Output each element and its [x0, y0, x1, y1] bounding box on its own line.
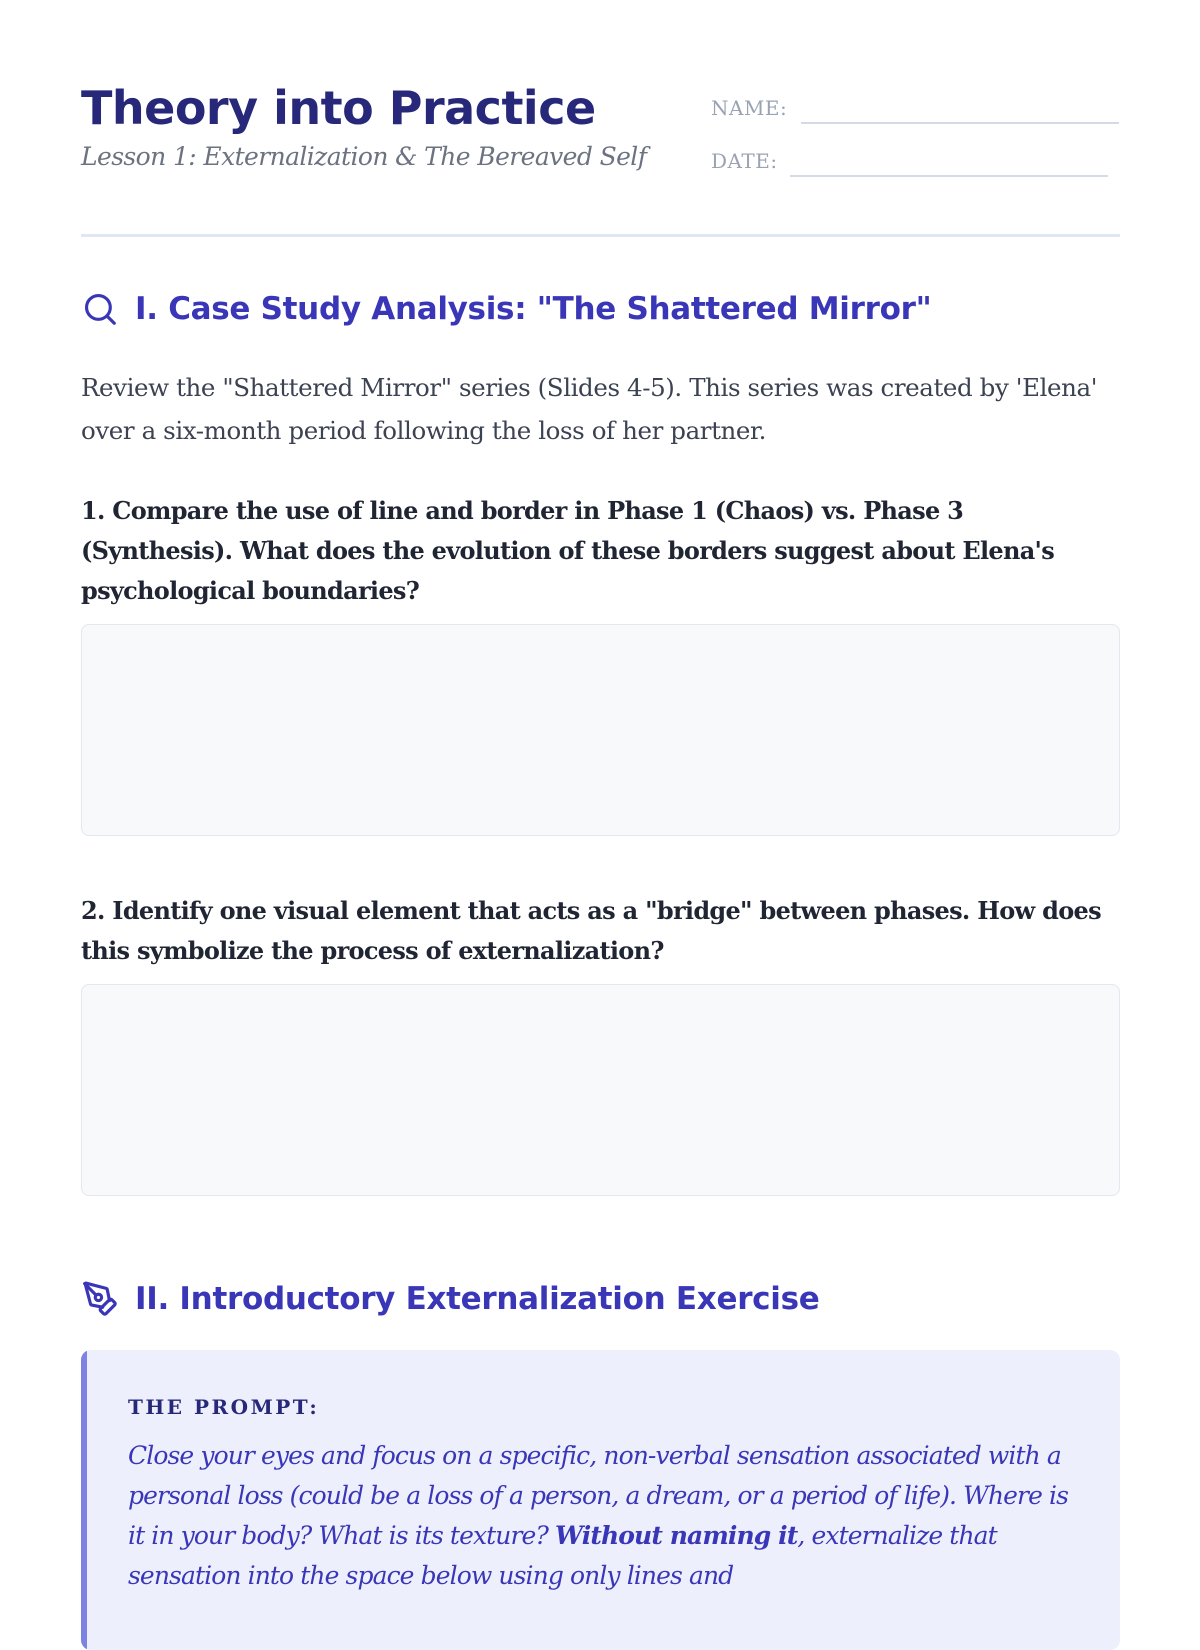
name-label: NAME: — [711, 96, 788, 120]
prompt-accent-bar — [81, 1350, 87, 1650]
header-divider — [81, 234, 1120, 237]
case-study-intro: Review the "Shattered Mirror" series (Slides 4-5). This series was created by 'Elena' over a six-month period following the loss of her partner. — [81, 373, 1098, 445]
section-2-title: II. Introductory Externalization Exercise — [135, 1281, 820, 1317]
section-2-heading — [81, 1280, 819, 1318]
lesson-subtitle: Lesson 1: Externalization & The Bereaved Self — [81, 142, 647, 171]
section-1-heading — [81, 290, 931, 328]
prompt-text-part-1: Close your eyes and focus on a specific, non-verbal sensation associated with a personal loss (could be a loss of a person, a dream, or a period of life). Where is it in your body? What is its texture? — [128, 1441, 1069, 1550]
prompt-text — [128, 1436, 1078, 1596]
prompt-emphasis: Without naming it — [555, 1521, 798, 1550]
date-label: DATE: — [711, 149, 778, 173]
name-input-line[interactable] — [801, 92, 1119, 124]
search-icon — [81, 290, 119, 328]
section-1-title: I. Case Study Analysis: "The Shattered Mirror" — [135, 291, 932, 327]
date-input-line[interactable] — [790, 145, 1108, 177]
question-2: 2. Identify one visual element that acts as a "bridge" between phases. How does this symbolize the process of externalization? — [81, 896, 1101, 965]
page-title: Theory into Practice — [81, 81, 596, 135]
answer-box-2[interactable] — [81, 984, 1120, 1196]
worksheet-header — [81, 78, 1120, 238]
prompt-text-part-2: , externalize that sensation into the space below using only lines and — [128, 1521, 997, 1590]
date-field — [711, 145, 1108, 177]
pen-tool-icon — [81, 1280, 119, 1318]
name-field — [711, 92, 1119, 124]
prompt-label: THE PROMPT: — [128, 1395, 320, 1419]
question-1: 1. Compare the use of line and border in Phase 1 (Chaos) vs. Phase 3 (Synthesis). What does the evolution of these borders suggest about Elena's psychological boundaries? — [81, 496, 1055, 605]
answer-box-1[interactable] — [81, 624, 1120, 836]
prompt-callout — [81, 1350, 1120, 1650]
